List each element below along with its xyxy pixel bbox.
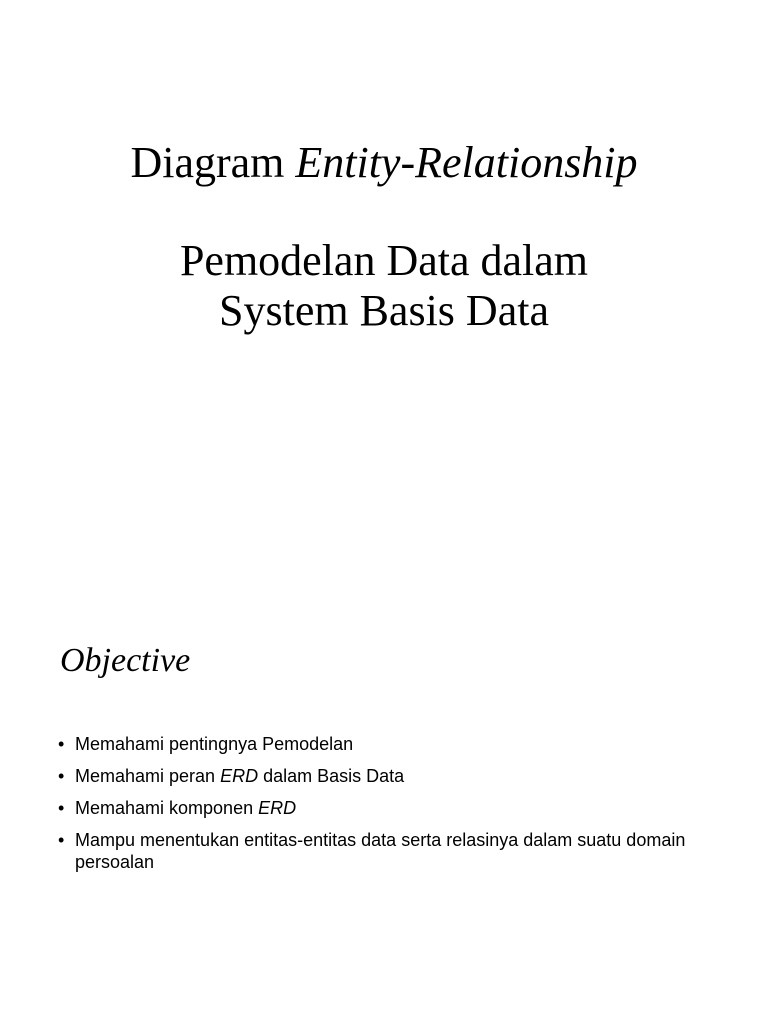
list-item xyxy=(56,733,696,755)
list-item-text-italic: ERD xyxy=(220,766,259,786)
list-item-text-italic: ERD xyxy=(258,798,297,818)
list-item-text: Memahami pentingnya Pemodelan xyxy=(75,734,354,754)
list-item xyxy=(56,829,696,873)
slide-title xyxy=(0,138,768,188)
bullet-icon: • xyxy=(58,734,65,754)
bullet-icon: • xyxy=(58,798,65,818)
list-item xyxy=(56,797,696,819)
slide-title-prefix: Diagram xyxy=(130,138,296,187)
list-item xyxy=(56,765,696,787)
list-item-text-before: Memahami komponen xyxy=(75,798,259,818)
objective-heading: Objective xyxy=(60,642,191,679)
bullet-icon: • xyxy=(58,830,65,850)
slide-subtitle xyxy=(0,236,768,336)
list-item-text-after: dalam Basis Data xyxy=(258,766,405,786)
bullet-icon: • xyxy=(58,766,65,786)
objective-slide xyxy=(0,512,768,1024)
list-item-text-before: Memahami peran xyxy=(75,766,221,786)
subtitle-line-2: System Basis Data xyxy=(219,286,549,335)
list-item-text: Mampu menentukan entitas-entitas data serta relasinya dalam suatu domain persoalan xyxy=(75,830,686,872)
subtitle-line-1: Pemodelan Data dalam xyxy=(179,236,589,285)
objective-list xyxy=(56,733,696,883)
slide-title-italic: Entity-Relationship xyxy=(295,138,638,187)
